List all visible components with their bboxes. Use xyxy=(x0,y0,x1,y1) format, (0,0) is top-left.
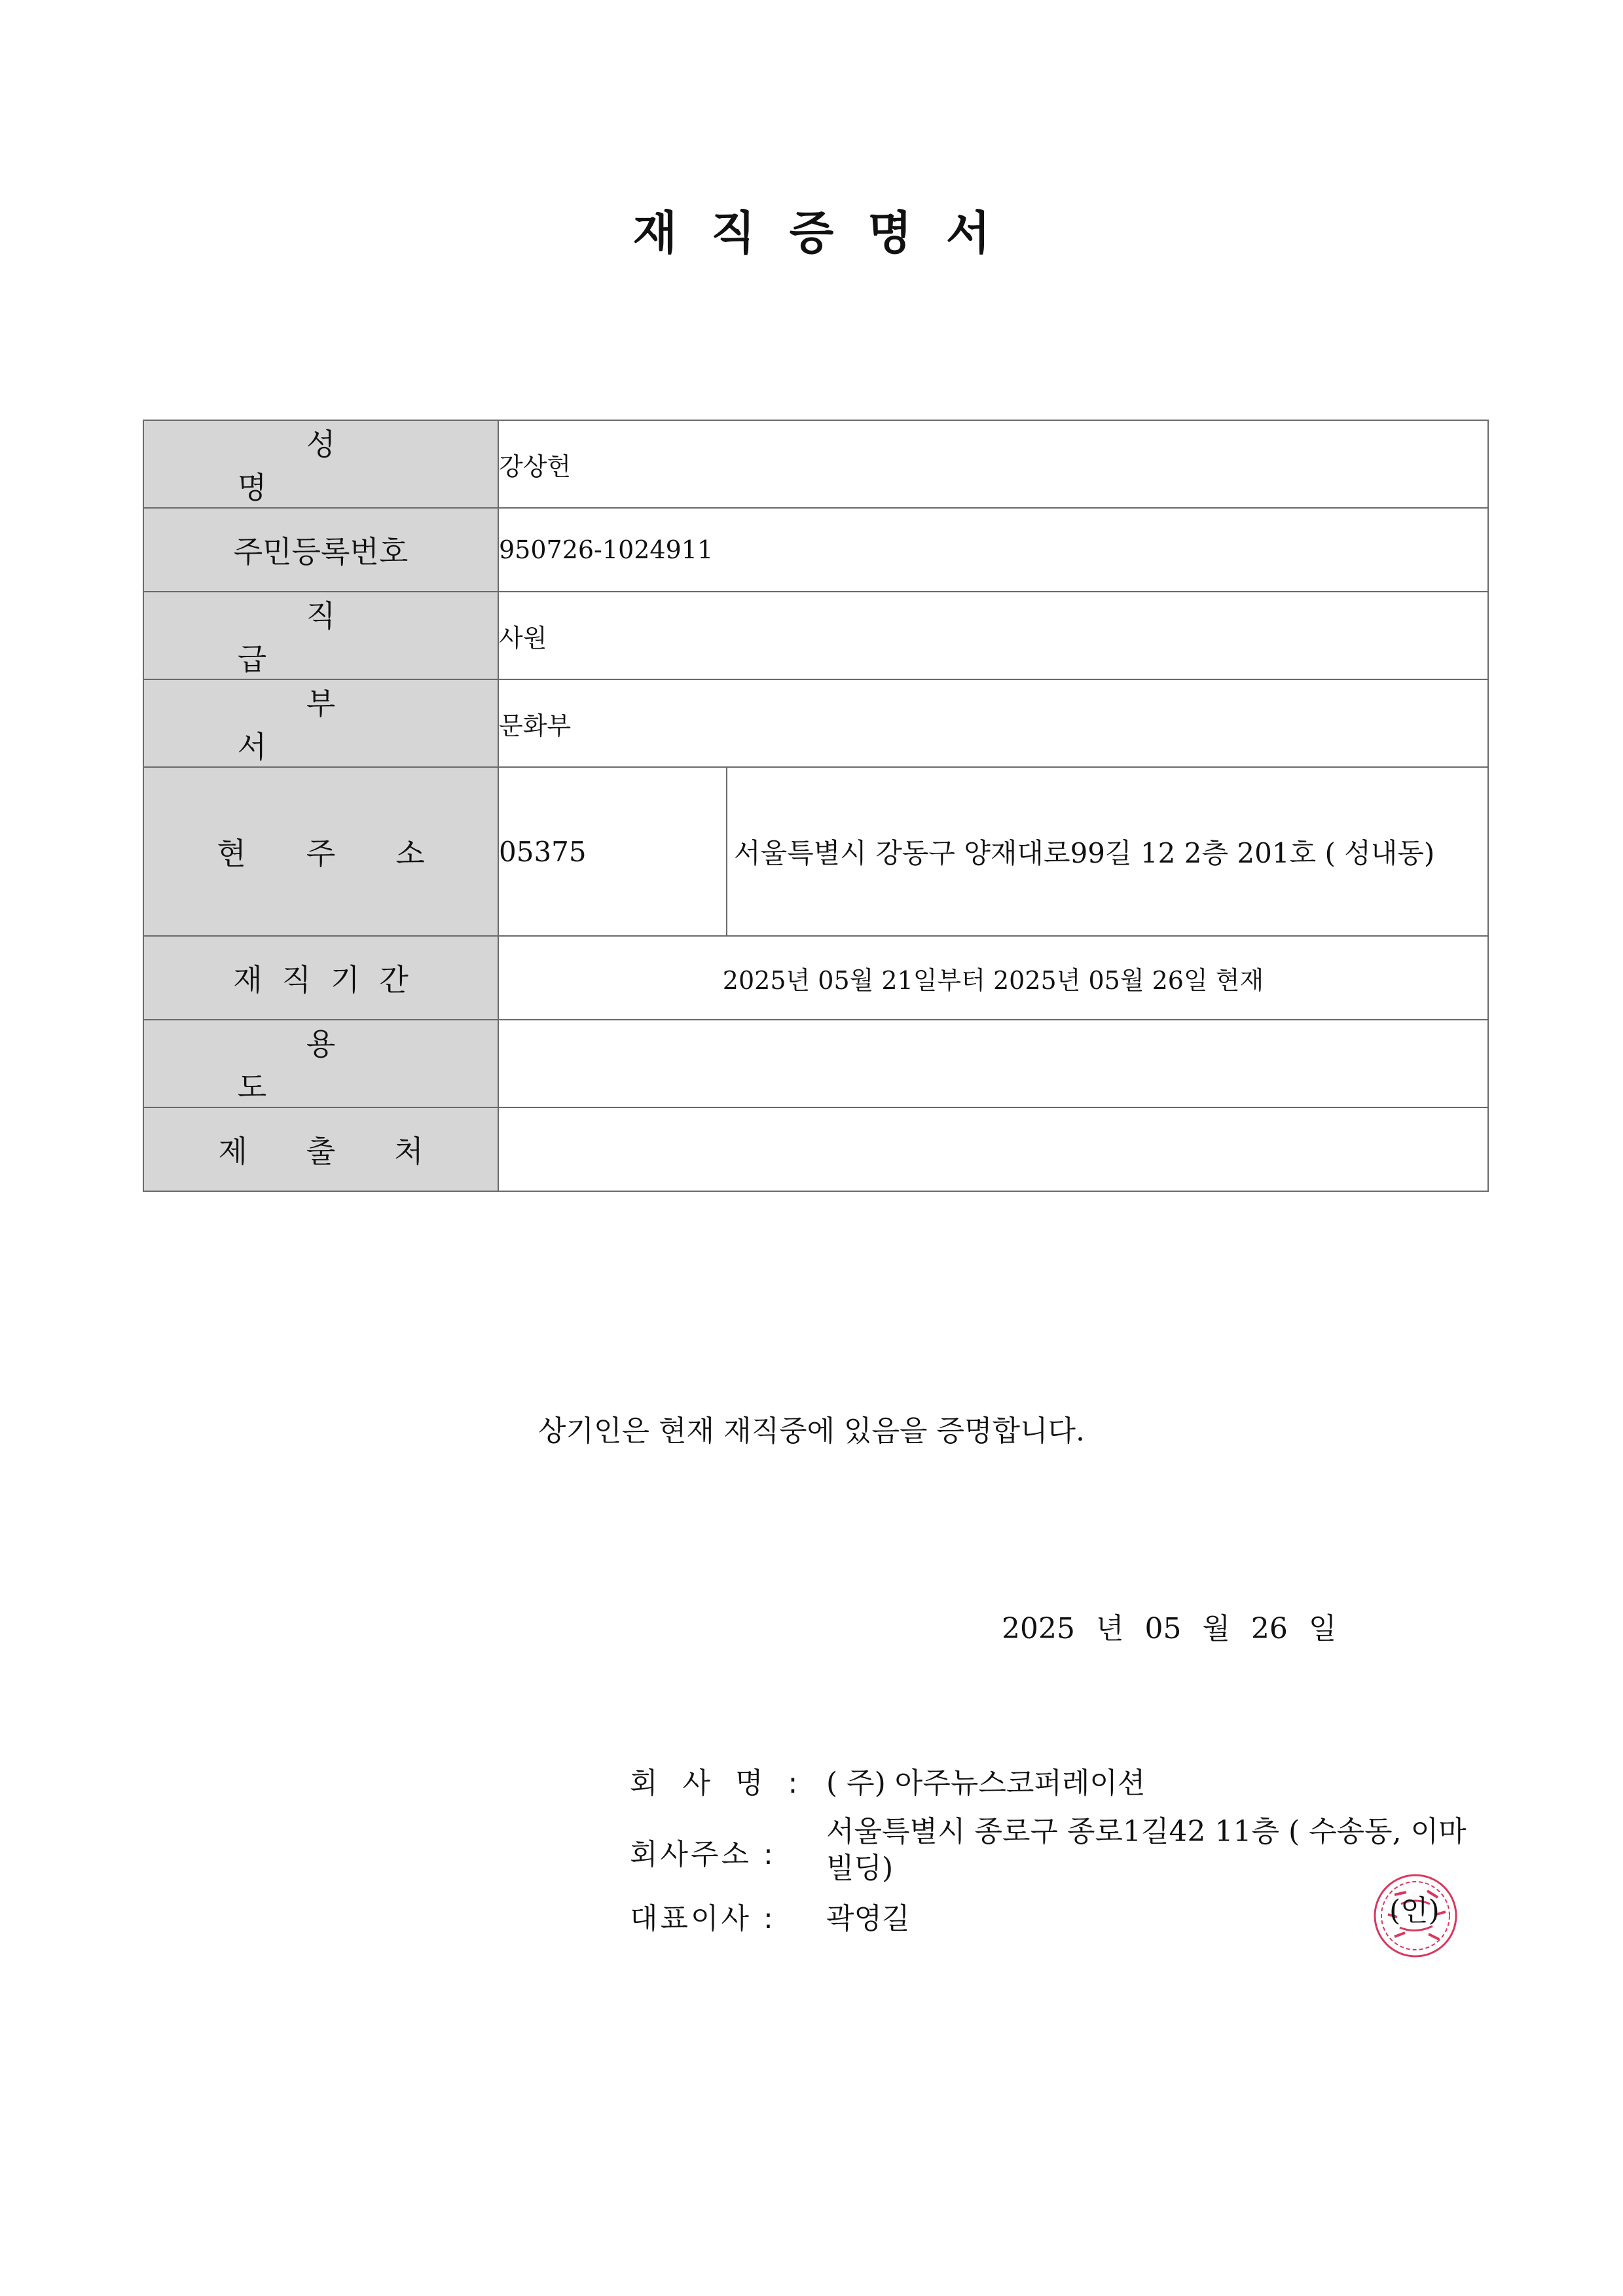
employee-info-table xyxy=(143,420,1489,1192)
dept-value: 문화부 xyxy=(498,679,1488,767)
row-dept xyxy=(143,679,1488,767)
rank-value: 사원 xyxy=(498,592,1488,679)
dept-label: 부서 xyxy=(143,679,498,767)
row-name xyxy=(143,420,1488,508)
name-value: 강상헌 xyxy=(498,420,1488,508)
row-recipient xyxy=(143,1107,1488,1191)
issue-date: 2025 년 05 월 26 일 xyxy=(1002,1612,1337,1645)
company-address-line1: 서울특별시 종로구 종로1길42 11층 ( 수송동, 이마 xyxy=(826,1815,1467,1848)
document-title: 재직증명서 xyxy=(632,206,1025,260)
row-rrn xyxy=(143,508,1488,592)
company-name-value: ( 주) 아주뉴스코퍼레이션 xyxy=(826,1767,1146,1800)
ceo-label: 대표이사 : xyxy=(630,1902,776,1935)
company-name-label: 회 사 명 : xyxy=(630,1767,806,1800)
address-postcode: 05375 xyxy=(498,767,727,936)
rank-label: 직급 xyxy=(143,592,498,679)
ceo-value: 곽영길 xyxy=(826,1902,910,1935)
period-value: 2025년 05월 21일부터 2025년 05월 26일 현재 xyxy=(498,936,1488,1020)
purpose-value xyxy=(498,1020,1488,1107)
company-address-line2: 빌딩) xyxy=(826,1852,894,1885)
name-label: 성명 xyxy=(143,420,498,508)
row-period xyxy=(143,936,1488,1020)
row-address xyxy=(143,767,1488,936)
rrn-label: 주민등록번호 xyxy=(143,508,498,592)
seal-mark: (인) xyxy=(1389,1894,1440,1928)
certification-statement: 상기인은 현재 재직중에 있음을 증명합니다. xyxy=(538,1414,1085,1448)
address-value: 서울특별시 강동구 양재대로99길 12 2층 201호 ( 성내동) xyxy=(727,767,1488,936)
company-address-label: 회사주소 : xyxy=(630,1838,776,1871)
period-label: 재직기간 xyxy=(143,936,498,1020)
recipient-label: 제출처 xyxy=(143,1107,498,1191)
rrn-value: 950726-1024911 xyxy=(498,508,1488,592)
row-purpose xyxy=(143,1020,1488,1107)
recipient-value xyxy=(498,1107,1488,1191)
address-label: 현주소 xyxy=(143,767,498,936)
purpose-label: 용도 xyxy=(143,1020,498,1107)
row-rank xyxy=(143,592,1488,679)
